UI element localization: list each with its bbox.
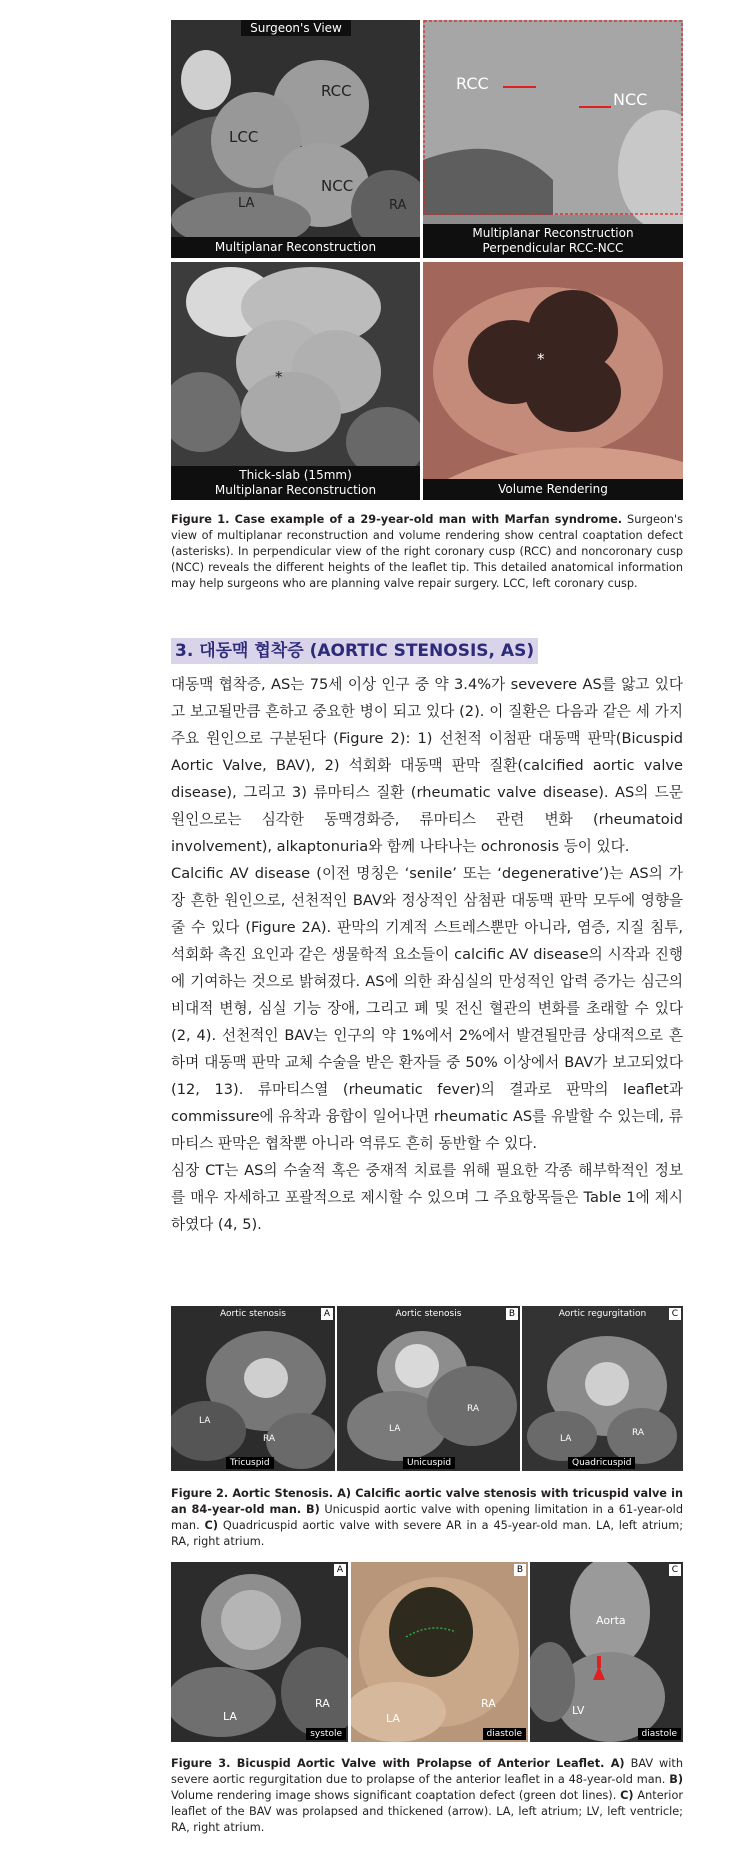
caption-text-b: Volume rendering image shows significant coaptation defect (green dot lines). [171,1789,621,1802]
label-ncc: NCC [321,177,354,195]
panel-bottom-label: diastole [483,1728,527,1740]
label-aorta: Aorta [596,1614,626,1627]
label-la: LA [389,1424,401,1434]
figure1-caption [171,512,683,592]
label-ra: RA [632,1428,645,1438]
footer-line1: Multiplanar Reconstruction [472,226,634,240]
caption-text-c: Anterior leaflet of the BAV was prolapsed and thickened (arrow). LA, left atrium; LV, left ventricle; RA, right atrium. [171,1789,684,1834]
panel-title: Aortic stenosis [220,1309,286,1319]
panel-footer: Multiplanar Reconstruction [171,237,420,258]
caption-letter-b: B) [669,1773,683,1786]
figure3-caption [171,1756,683,1836]
ct-image-surgeons-view [171,20,420,258]
footer-line2: Perpendicular RCC-NCC [482,241,624,255]
panel-bottom-label: systole [306,1728,346,1740]
caption-letter-c: C) [204,1519,218,1532]
ct-image-perpendicular [423,20,683,258]
figure2-panel-b [337,1306,520,1471]
caption-title: Figure 1. Case example of a 29-year-old man with Marfan syndrome. [171,513,623,526]
label-lcc: LCC [229,128,259,146]
figure1-panel-perpendicular [423,20,683,258]
caption-text: Unicuspid aortic valve with opening limitation in a 61-year-old man. [171,1503,683,1532]
panel-bottom-label: Tricuspid [226,1457,274,1469]
figure3-panel-b [351,1562,528,1742]
asterisk: * [275,368,283,386]
panel-title: Aortic regurgitation [558,1309,647,1319]
ct-image [530,1562,683,1742]
panel-letter: B [514,1564,526,1576]
label-la: LA [199,1416,211,1426]
label-ra: RA [481,1697,496,1710]
figure3-panel-a [171,1562,348,1742]
ct-image [522,1306,683,1471]
label-rcc: RCC [456,74,489,93]
label-ra: RA [467,1404,480,1414]
figure2-panel-a [171,1306,335,1471]
label-la: LA [560,1434,572,1444]
figure3-panel-c [530,1562,683,1742]
panel-bottom-label: Quadricuspid [568,1457,635,1469]
label-ra: RA [389,198,407,213]
label-lv: LV [572,1704,585,1717]
caption-text-c: Quadricuspid aortic valve with severe AR in a 45-year-old man. LA, left atrium; RA, right atrium. [171,1519,683,1548]
figure1-panel-volume-rendering [423,262,683,500]
ct-image [337,1306,520,1471]
panel-letter: C [669,1308,681,1320]
panel-letter: C [669,1564,681,1576]
footer-line1: Thick-slab (15mm) [239,468,352,482]
body-text [171,671,683,1238]
panel-letter: A [321,1308,333,1320]
label-la: LA [223,1710,237,1723]
label-la: LA [386,1712,400,1725]
panel-letter: B [506,1308,518,1320]
figure1-panel-thick-slab [171,262,420,500]
panel-title: Surgeon's View [241,20,351,36]
volume-rendering-image [351,1562,528,1742]
figure2-caption [171,1486,683,1550]
label-ra: RA [263,1434,276,1444]
panel-title: Aortic stenosis [395,1309,462,1319]
caption-title: Figure 3. Bicuspid Aortic Valve with Prolapse of Anterior Leaflet. A) [171,1757,625,1770]
label-rcc: RCC [321,82,352,100]
figure2-panel-c [522,1306,683,1471]
caption-letter-c: C) [620,1789,634,1802]
ct-image-thick-slab [171,262,420,500]
figure1-panel-surgeons-view [171,20,420,258]
label-la: LA [238,196,255,211]
panel-footer [171,466,420,500]
panel-bottom-label: diastole [638,1728,682,1740]
label-ra: RA [315,1697,330,1710]
ct-image [171,1562,348,1742]
paragraph-2: Calcific AV disease (이전 명칭은 ‘senile’ 또는 ‘degenerative’)는 AS의 가장 흔한 원인으로, 선천적인 BAV와 정상적인 삼첨판 대동맥 판막 모두에 영향을 줄 수 있다 (Figure 2A). 판막의 기계적 스트레스뿐만 아니라, 염증, 지질 침투, 석회화 촉진 요인과 같은 생물학적 요소들이 calcific AV disease의 시작과 진행에 기여하는 것으로 밝혀졌다. AS에 의한 좌심실의 만성적인 압력 증가는 심근의 비대적 변형, 심실 기능 장애, 그리고 폐 및 전신 혈관의 변화를 초래할 수 있다 (2, 4). 선천적인 BAV는 인구의 약 1%에서 2%에서 발견될만큼 상대적으로 흔하며 대동맥 판막 교체 수술을 받은 환자들 중 50% 이상에서 BAV가 보고되었다 (12, 13). 류마티스열 (rheumatic fever)의 결과로 판막의 leaflet과 commissure에 유착과 융합이 일어나면 rheumatic AS를 유발할 수 있는데, 류마티스 판막은 협착뿐 아니라 역류도 흔히 동반할 수 있다. [171,865,683,1152]
paragraph-1: 대동맥 협착증, AS는 75세 이상 인구 중 약 3.4%가 sevevere AS를 앓고 있다고 보고될만큼 흔하고 중요한 병이 되고 있다 (2). 이 질환은 다음과 같은 세 가지 주요 원인으로 구분된다 (Figure 2): 1) 선천적 이첨판 대동맥 판막(Bicuspid Aortic Valve, BAV), 2) 석회화 대동맥 판막 질환(calcified aortic valve disease), 그리고 3) 류마티스 질환 (rheumatic valve disease). AS의 드문 원인으로는 심각한 동맥경화증, 류마티스 관련 변화 (rheumatoid involvement), alkaptonuria와 함께 나타나는 ochronosis 등이 있다. [171,676,683,855]
panel-bottom-label: Unicuspid [403,1457,455,1469]
panel-letter: A [334,1564,346,1576]
section-heading: 3. 대동맥 협착증 (AORTIC STENOSIS, AS) [171,638,538,664]
panel-footer [423,224,683,258]
footer-line2: Multiplanar Reconstruction [214,483,377,497]
panel-footer: Volume Rendering [423,479,683,500]
caption-text: BAV with severe aortic regurgitation due to prolapse of the anterior leaflet in a 48-year-old man. [171,1757,683,1786]
paragraph-3: 심장 CT는 AS의 수술적 혹은 중재적 치료를 위해 필요한 각종 해부학적인 정보를 매우 자세하고 포괄적으로 제시할 수 있으며 그 주요항목들은 Table 1에 제시하였다 (4, 5). [171,1162,683,1233]
caption-title: Figure 2. Aortic Stenosis. A) Calcific aortic valve stenosis with tricuspid valve in an 84-year-old man. B) [171,1487,683,1516]
ct-image [171,1306,335,1471]
asterisk: * [537,350,545,368]
volume-rendering-image [423,262,683,500]
label-ncc: NCC [613,90,648,109]
caption-text: Surgeon's view of multiplanar reconstruction and volume rendering show central coaptation defect (asterisks). In perpendicular view of the right coronary cusp (RCC) and noncoronary cusp (NCC) reveals the different heights of the leaflet tip. This detailed anatomical information may help surgeons who are planning valve repair surgery. LCC, left coronary cusp. [171,513,683,590]
